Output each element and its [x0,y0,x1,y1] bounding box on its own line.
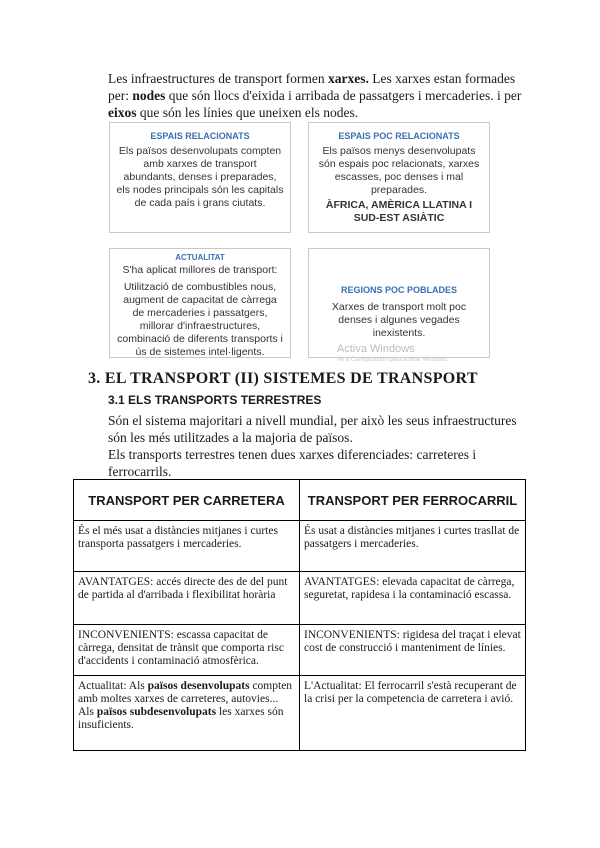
transport-comparison-table [73,479,526,751]
intro-bold-xarxes: xarxes. [328,71,369,86]
cell-text: les xarxes són insuficients. [78,706,284,731]
section-paragraph-2: Els transports terrestres tenen dues xarxes diferenciades: carreteres i ferrocarrils. [108,447,477,479]
box-title: ESPAIS POC RELACIONATS [338,131,460,141]
intro-text-2: Les xarxes estan formades per: [108,71,516,103]
box-title: REGIONS POC POBLADES [340,285,457,295]
cell-text: Als [78,706,97,718]
table-header-row [74,480,526,521]
table-cell-actualitat-carretera [74,676,300,751]
box-body: Xarxes de transport molt poc denses i algunes vegades inexistents. [331,301,467,339]
box-bold-regions: ÀFRICA, AMÈRICA LLATINA I SUD-EST ASIÀTIC [325,199,473,224]
intro-bold-eixos: eixos [108,105,137,120]
section-paragraph-1: Són el sistema majoritari a nivell mundial, per això les seus infraestructures són les més utilitzades a la majoria de països. [108,413,517,445]
table-cell: INCONVENIENTS: rigidesa del traçat i elevat cost de construcció i manteniment de línies. [300,625,526,676]
cell-text: Actualitat: Als [78,680,148,692]
section-heading: 3. EL TRANSPORT (II) SISTEMES DE TRANSPORT [88,370,478,387]
intro-bold-nodes: nodes [132,88,166,103]
box-body: Els països desenvolupats compten amb xarxes de transport abundants, denses i preparades, els nodes principals són les capitals de cada país i grans ciutats. [116,145,284,209]
cell-bold: països subdesenvolupats [96,706,217,718]
intro-text-3: que són llocs d'eixida i arribada de passatgers i mercaderies. i per [165,88,522,103]
box-espais-relacionats [109,122,291,233]
table-row [74,521,526,572]
header-carretera: TRANSPORT PER CARRETERA [74,480,300,521]
table-cell: INCONVENIENTS: escassa capacitat de càrrega, densitat de trànsit que comporta risc d'accidents i contaminació atmosfèrica. [74,625,300,676]
table-cell: És el més usat a distàncies mitjanes i curtes transporta passatgers i mercaderies. [74,521,300,572]
table-cell: És usat a distàncies mitjanes i curtes trasllat de passatgers i mercaderies. [300,521,526,572]
box-line1: S'ha aplicat millores de transport: [122,264,278,276]
table-row [74,572,526,625]
box-title: ESPAIS RELACIONATS [150,131,250,141]
box-title: ACTUALITAT [175,253,225,262]
watermark-activa-windows: Activa Windows [337,343,415,355]
box-regions-poc-poblades [308,248,490,358]
cell-text: compten amb moltes xarxes de carreteres, autovies... [78,680,293,705]
section-subheading: 3.1 ELS TRANSPORTS TERRESTRES [108,393,322,407]
table-row [74,625,526,676]
intro-text-4: que són les línies que uneixen els nodes. [136,105,359,120]
intro-text-1: Les infraestructures de transport formen [108,71,329,86]
box-body: Utilització de combustibles nous, augment de capacitat de càrrega de mercaderies i passatgers, millorar d'infraestructures, combinació de diferents transports i ús de sistemes intel·ligents. [117,281,283,358]
box-body: Els països menys desenvolupats són espais poc relacionats, xarxes escasses, poc denses i mal preparades. [318,145,480,196]
box-actualitat [109,248,291,358]
box-espais-poc-relacionats [308,122,490,233]
table-row [74,676,526,751]
header-ferrocarril: TRANSPORT PER FERROCARRIL [300,480,526,521]
cell-bold: països desenvolupats [147,680,250,692]
table-cell: AVANTATGES: elevada capacitat de càrrega, seguretat, rapidesa i la contaminació escassa. [300,572,526,625]
table-cell: AVANTATGES: accés directe des de del punt de partida al d'arribada i flexibilitat horària [74,572,300,625]
table-cell-actualitat-ferrocarril: L'Actualitat: El ferrocarril s'està recuperant de la crisi per la competencia de carretera i avió. [300,676,526,751]
intro-paragraph [108,70,528,121]
watermark-configuracion: Ve a Configuración para activar Windows. [337,357,449,363]
